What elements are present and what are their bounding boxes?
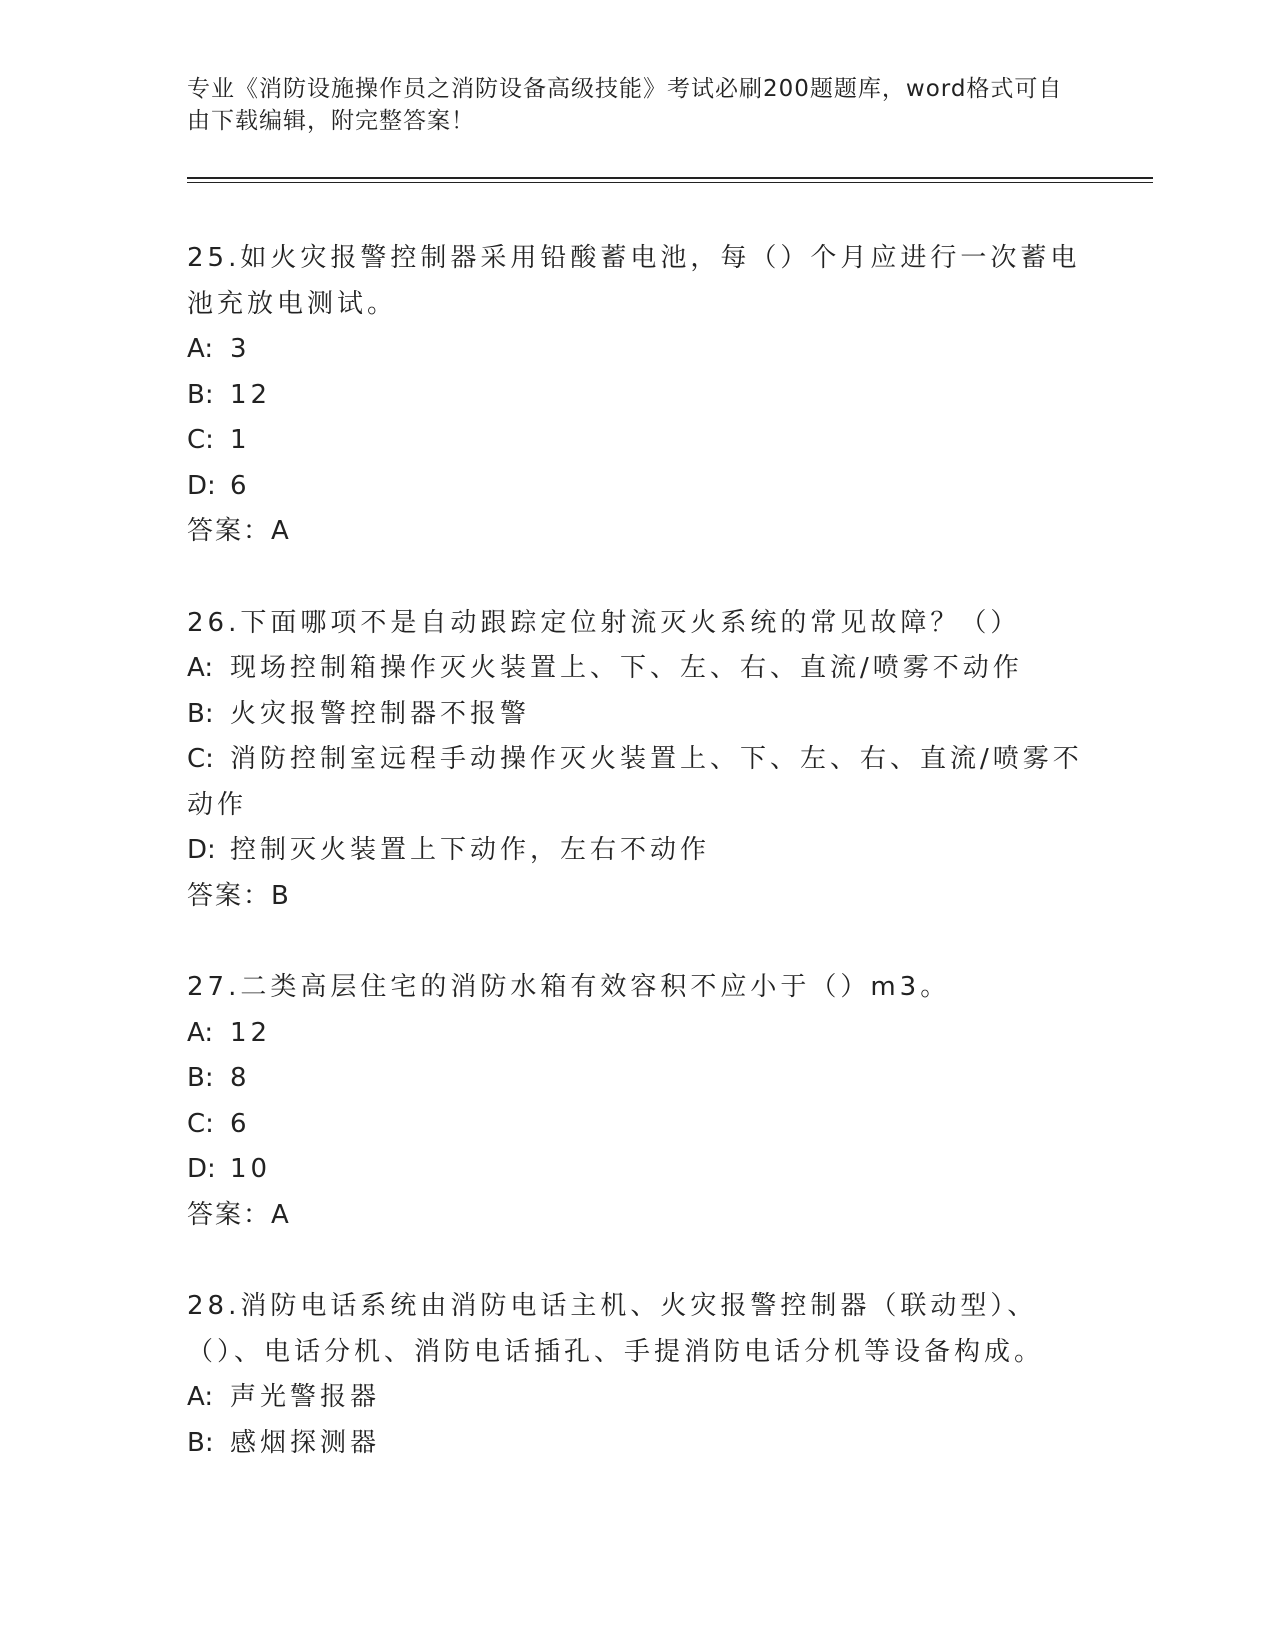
option-letter: A: [187, 1382, 214, 1412]
answer-line [187, 1193, 1087, 1239]
answer-value: A [271, 1199, 290, 1230]
option-text: 消防控制室远程手动操作灭火装置上、下、左、右、直流/喷雾不动作 [187, 744, 1083, 820]
answer-line [187, 509, 1087, 555]
option-letter: A: [187, 1017, 214, 1048]
option-b [187, 1421, 1087, 1467]
option-a [187, 646, 1087, 692]
option-a [187, 1375, 1087, 1421]
option-c [187, 737, 1087, 828]
header-text: 专业《消防设施操作员之消防设备高级技能》考试必刷200题题库，word格式可自由下载编辑，附完整答案！ [187, 76, 1063, 134]
option-text: 8 [230, 1063, 251, 1093]
option-d [187, 464, 1087, 510]
question-stem: 25.如火灾报警控制器采用铅酸蓄电池，每（）个月应进行一次蓄电池充放电测试。 [187, 243, 1081, 319]
question-stem: 26.下面哪项不是自动跟踪定位射流灭火系统的常见故障？（） [187, 607, 1021, 638]
option-text: 3 [230, 334, 251, 364]
option-letter: C: [187, 1108, 214, 1139]
question-26 [187, 601, 1087, 920]
option-text: 10 [230, 1154, 272, 1184]
option-c [187, 1102, 1087, 1148]
option-b [187, 1056, 1087, 1102]
option-letter: D: [187, 835, 216, 865]
option-letter: D: [187, 470, 216, 501]
option-text: 12 [230, 1017, 272, 1048]
question-list [187, 236, 1087, 1466]
option-letter: B: [187, 379, 214, 410]
question-25 [187, 236, 1087, 555]
option-letter: B: [187, 1427, 214, 1458]
option-text: 12 [230, 379, 272, 410]
option-d [187, 828, 1087, 874]
option-text: 6 [230, 470, 251, 501]
question-stem: 27.二类高层住宅的消防水箱有效容积不应小于（）m3。 [187, 972, 951, 1002]
option-d [187, 1147, 1087, 1193]
option-letter: C: [187, 744, 214, 774]
option-text: 1 [230, 425, 251, 455]
question-27 [187, 965, 1087, 1238]
option-b [187, 692, 1087, 738]
option-text: 6 [230, 1108, 251, 1139]
option-letter: B: [187, 698, 214, 729]
answer-label: 答案： [187, 880, 272, 911]
header-divider-thin [187, 182, 1153, 183]
option-letter: C: [187, 425, 214, 455]
document-header [187, 73, 1067, 137]
answer-line [187, 874, 1087, 920]
question-stem: 28.消防电话系统由消防电话主机、火灾报警控制器（联动型）、（）、电话分机、消防电话插孔、手提消防电话分机等设备构成。 [187, 1291, 1045, 1367]
answer-label: 答案： [187, 516, 272, 546]
answer-value: B [271, 880, 290, 911]
option-letter: A: [187, 334, 214, 364]
option-c [187, 418, 1087, 464]
option-text: 控制灭火装置上下动作，左右不动作 [230, 835, 711, 865]
header-divider-thick [187, 177, 1153, 179]
option-a [187, 327, 1087, 373]
option-text: 感烟探测器 [230, 1427, 381, 1458]
answer-label: 答案： [187, 1199, 272, 1230]
option-a [187, 1011, 1087, 1057]
option-letter: B: [187, 1063, 214, 1093]
option-text: 声光警报器 [230, 1382, 381, 1412]
option-b [187, 373, 1087, 419]
option-text: 现场控制箱操作灭火装置上、下、左、右、直流/喷雾不动作 [230, 653, 1023, 683]
question-28 [187, 1284, 1087, 1466]
option-text: 火灾报警控制器不报警 [230, 698, 531, 729]
option-letter: A: [187, 653, 214, 683]
answer-value: A [271, 516, 290, 546]
option-letter: D: [187, 1154, 216, 1184]
